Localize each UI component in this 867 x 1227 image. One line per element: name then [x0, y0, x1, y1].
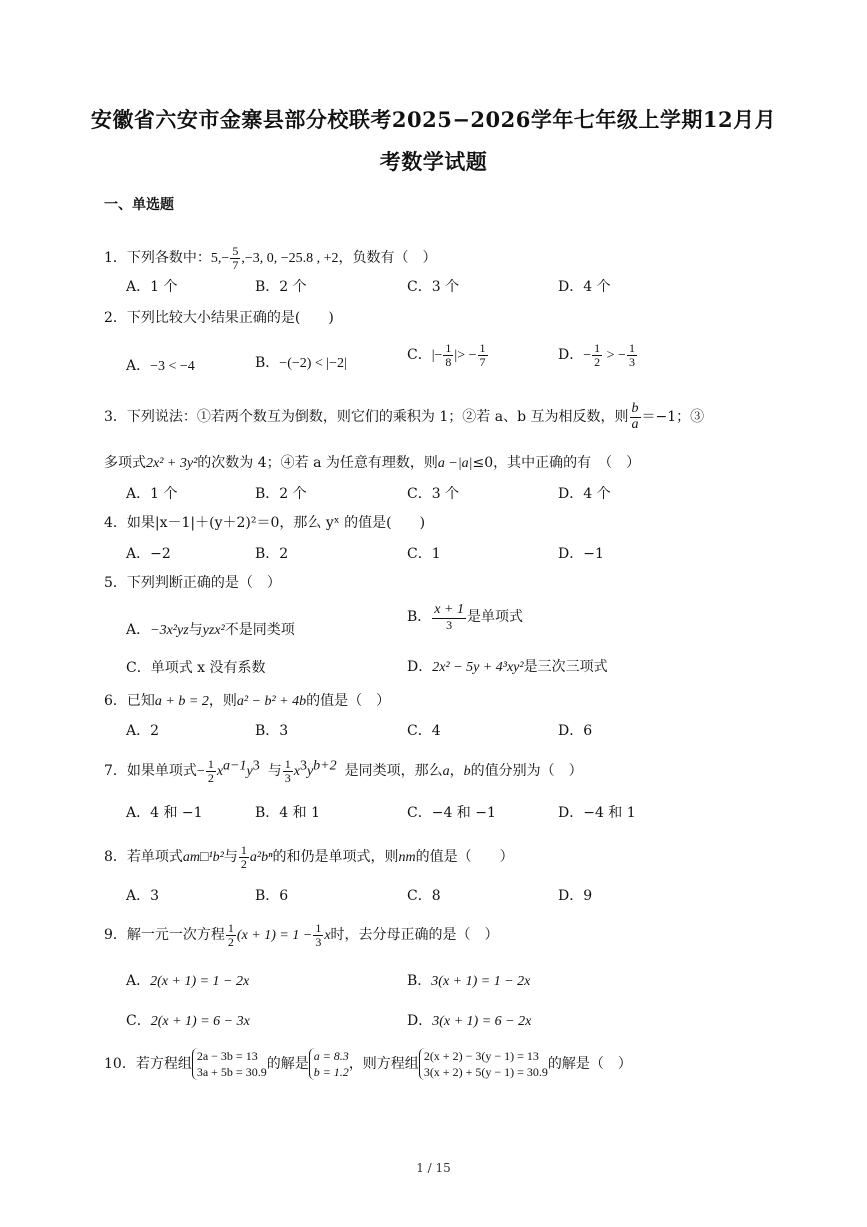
q2-option-d[interactable]: D．− $\frac{1}{2}$ > − $\frac{1}{3}$: [558, 341, 635, 369]
q8-option-b[interactable]: B．6: [255, 888, 289, 904]
q7-option-a[interactable]: A．4 和 −1: [126, 805, 203, 821]
question-10: 10．若方程组 2a − 3b = 13 3a + 5b = 30.9 的解是 a = 8.3 b = 1.2 ，则方程组 2(x + 2) − 3(y − 1) = 13 3(x + 2) + 5(y − 1) = 30.9 的解是（ ）: [104, 1049, 632, 1080]
q10-system-1: 2a − 3b = 13 3a + 5b = 30.9: [192, 1048, 267, 1080]
question-4: 4．如果|x－1|＋(y＋2)²＝0，那么 yˣ 的值是( ): [104, 515, 426, 531]
q10-system-2: a = 8.3 b = 1.2: [309, 1048, 349, 1080]
q4-option-b[interactable]: B．2: [255, 546, 289, 562]
question-3-line-1: 3．下列说法：①若两个数互为倒数，则它们的乘积为 1；②若 a、b 互为相反数，则 $\frac{b}{a}$ ＝−1；③: [104, 401, 705, 432]
q9-option-d[interactable]: D．3(x + 1) = 6 − 2x: [407, 1013, 532, 1029]
q2-option-a[interactable]: A．−3 < −4: [126, 358, 195, 374]
q1-option-b[interactable]: B．2 个: [255, 279, 307, 295]
q7-option-d[interactable]: D．−4 和 1: [558, 805, 636, 821]
section-heading: 一、单选题: [104, 197, 174, 213]
q7-option-b[interactable]: B．4 和 1: [255, 805, 321, 821]
q3-option-c[interactable]: C．3 个: [407, 486, 460, 502]
q6-option-c[interactable]: C．4: [407, 723, 441, 739]
q4-option-a[interactable]: A．−2: [126, 546, 171, 562]
exam-title-line-1: 安徽省六安市金寨县部分校联考2025−2026学年七年级上学期12月月: [90, 107, 777, 132]
exam-title-line-2: 考数学试题: [379, 149, 488, 174]
q2-option-c[interactable]: C．|− $\frac{1}{8}$ |> − $\frac{1}{7}$: [407, 341, 486, 369]
q2-option-b[interactable]: B．−(−2) < |−2|: [255, 355, 347, 371]
q9-option-c[interactable]: C．2(x + 1) = 6 − 3x: [126, 1013, 250, 1029]
q3-option-b[interactable]: B．2 个: [255, 486, 307, 502]
q1-option-a[interactable]: A．1 个: [126, 279, 178, 295]
q8-option-c[interactable]: C．8: [407, 888, 441, 904]
question-8: 8．若单项式am□¹b²与 $\frac{1}{2}$ a²bⁿ的和仍是单项式，则nm的值是（ ）: [104, 843, 514, 871]
q1-option-c[interactable]: C．3 个: [407, 279, 460, 295]
question-9: 9．解一元一次方程 $\frac{1}{2}$ (x + 1) = 1 − $\frac{1}{3}$ x时，去分母正确的是（ ）: [104, 921, 499, 949]
q3-option-a[interactable]: A．1 个: [126, 486, 178, 502]
q6-option-a[interactable]: A．2: [126, 723, 160, 739]
q10-system-3: 2(x + 2) − 3(y − 1) = 13 3(x + 2) + 5(y − 1) = 30.9: [419, 1048, 548, 1080]
q8-option-d[interactable]: D．9: [558, 888, 593, 904]
q5-option-c[interactable]: C．单项式 x 没有系数: [126, 660, 266, 676]
q6-option-b[interactable]: B．3: [255, 723, 289, 739]
q3-option-d[interactable]: D．4 个: [558, 486, 611, 502]
q6-option-d[interactable]: D．6: [558, 723, 593, 739]
question-6: 6．已知a + b = 2，则a² − b² + 4b的值是（ ）: [104, 693, 391, 709]
q5-option-d[interactable]: D．2x² − 5y + 4³xy²是三次三项式: [407, 659, 608, 675]
q8-option-a[interactable]: A．3: [126, 888, 160, 904]
q9-option-a[interactable]: A．2(x + 1) = 1 − 2x: [126, 973, 250, 989]
question-3-line-2: 多项式2x² + 3y²的次数为 4；④若 a 为任意有理数，则a −|a|≤0，其中正确的有 （ ）: [104, 455, 641, 471]
q4-option-c[interactable]: C．1: [407, 546, 441, 562]
q5-option-a[interactable]: A．−3x²yz与yzx²不是同类项: [126, 622, 295, 638]
question-7: 7．如果单项式− $\frac{1}{2}$ $x^{a-1}y^3$ 与 $\frac{1}{3}$ $x^3y^{b+2}$ 是同类项，那么a，b的值分别为（ ）: [104, 757, 583, 785]
page-number: 1 / 15: [416, 1161, 451, 1175]
q4-option-d[interactable]: D．−1: [558, 546, 604, 562]
q5-option-b[interactable]: B． $\frac{x + 1}{3}$ 是单项式: [407, 602, 523, 632]
q1-option-d[interactable]: D．4 个: [558, 279, 611, 295]
question-5: 5．下列判断正确的是（ ）: [104, 575, 281, 591]
question-2: 2．下列比较大小结果正确的是( ): [104, 310, 334, 326]
q7-option-c[interactable]: C．−4 和 −1: [407, 805, 496, 821]
q9-option-b[interactable]: B．3(x + 1) = 1 − 2x: [407, 973, 531, 989]
question-1: 1．下列各数中：5,− $\frac{5}{7}$ ,−3, 0, −25.8 , +2，负数有（ ）: [104, 244, 437, 272]
